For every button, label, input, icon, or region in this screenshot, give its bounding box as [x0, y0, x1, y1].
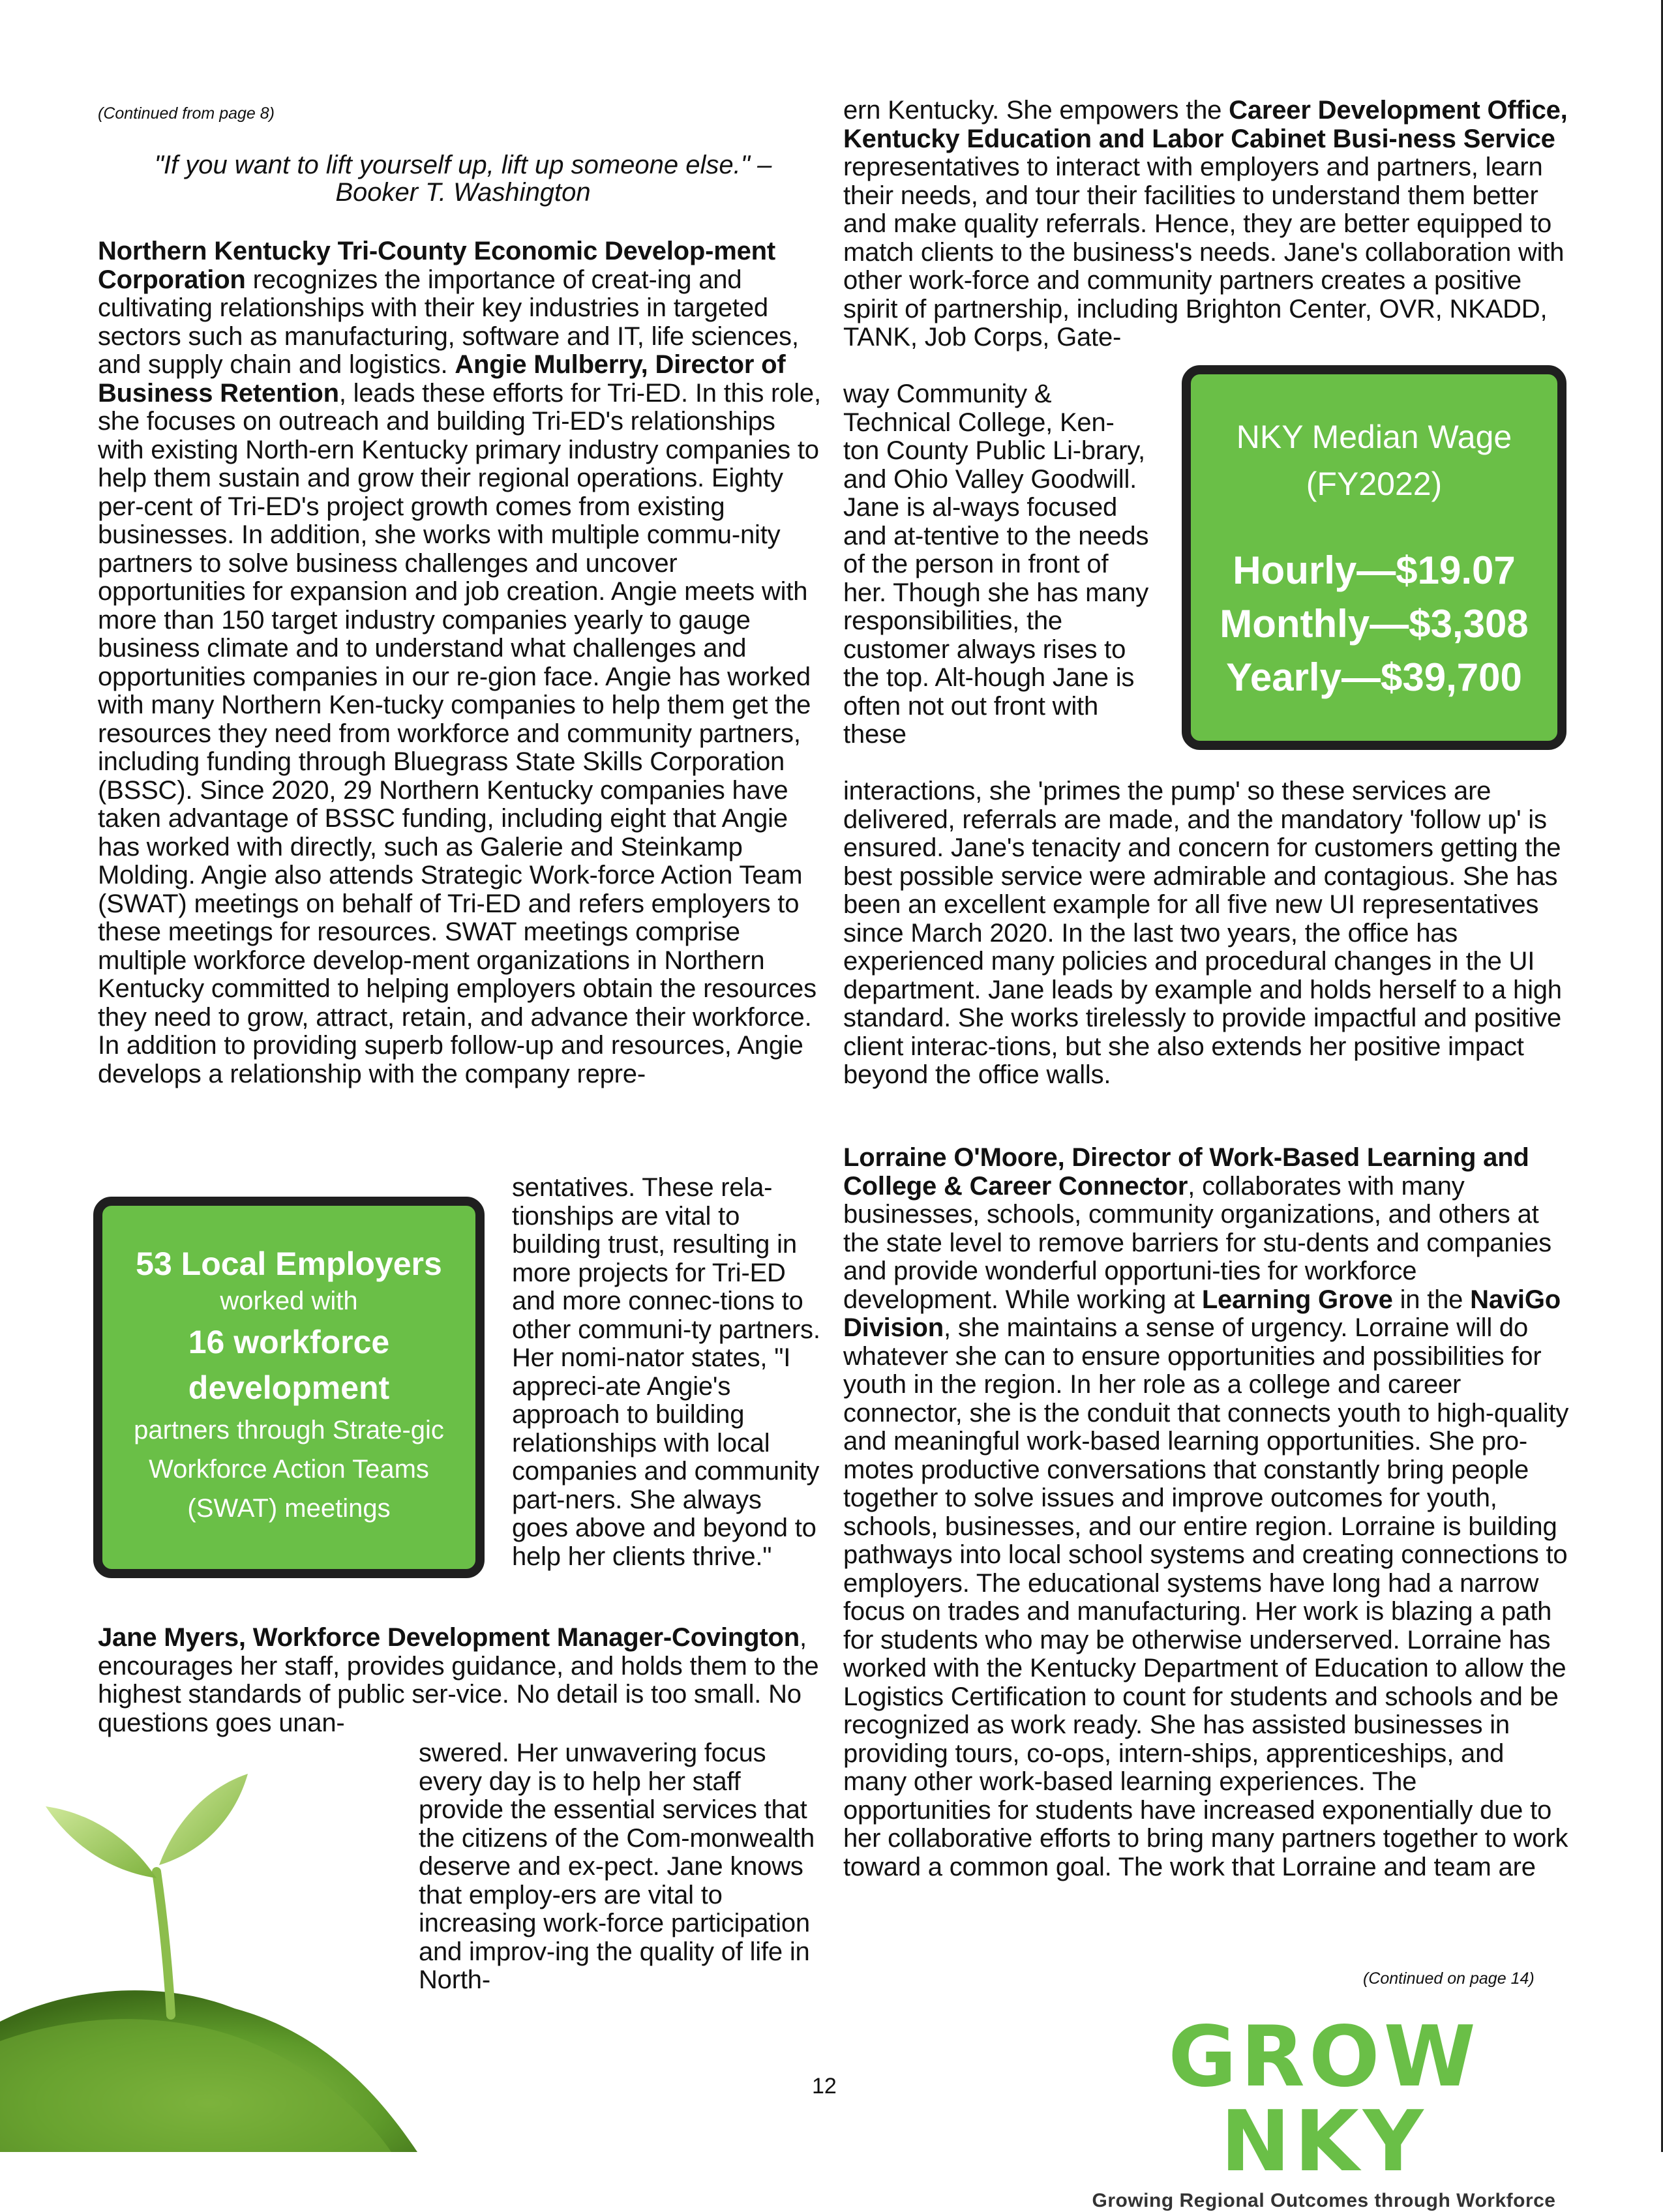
- logo-tagline: Growing Regional Outcomes through Workforce: [1092, 2190, 1556, 2211]
- jane-article-right-narrow: [843, 380, 1150, 749]
- callout-employers-count: 53 Local Employers: [136, 1246, 442, 1282]
- lorraine-text-3: , she maintains a sense of urgency. Lorraine will do whatever she can to ensure opportunities and possibilities for youth in the region. In her role as a college and career connector, she is the conduit that connects youth to high-quality and meaningful work-based learning opportunities. She pro-motes productive conversations that constantly bring people together to solve issues and improve outcomes for youth, schools, businesses, and our entire region. Lorraine is building pathways into local school systems and creating connections to employers. The educational systems have long had a narrow focus on trades and manufacturing. Her work is blazing a path for students who may be otherwise underserved. Lorraine has worked with the Kentucky Department of Education to allow the Logistics Certification to count for students and schools and be recognized as work ready. She has assisted businesses in providing tours, co-ops, intern-ships, apprenticeships, and many other work-based learning experiences. The opportunities for students have increased exponentially due to her collaborative efforts to bring many partners together to work toward a common goal. The work that Lorraine and team are: [843, 1313, 1569, 1881]
- jane-article-right-wide: [843, 777, 1570, 1090]
- lorraine-text-1: , collaborates with many businesses, schools, community organizations, and others at the state level to remove barriers for stu-dents and companies and provide wonderful opportuni-ties for workforce development. While working at: [843, 1171, 1551, 1314]
- angie-article-continued: [512, 1174, 822, 1571]
- pull-quote: [98, 151, 828, 206]
- jane-right-text-3: way Community & Technical College, Ken-ton County Public Li-brary, and Ohio Valley Goodwill. Jane is al-ways focused and at-tentive to the needs of the person in front of her. Though she has many responsibilities, the customer always rises to the top. Alt-hough Jane is often not out front with these: [843, 380, 1149, 749]
- lorraine-article: [843, 1144, 1570, 1881]
- jane-name: Jane Myers, Workforce Development Manager-Covington: [98, 1623, 800, 1652]
- angie-article: [98, 237, 822, 1088]
- median-wage-callout: [1182, 365, 1566, 750]
- jane-right-text-2: representatives to interact with employers and partners, learn their needs, and tour their facilities to understand them better and make quality referrals. Hence, they are better equipped to match clients to the business's needs. Jane's collaboration with other work-force and community partners creates a positive spirit of partnership, including Brighton Center, OVR, NKADD, TANK, Job Corps, Gate-: [843, 153, 1565, 351]
- callout-partners-count: 16 workforce development: [188, 1324, 390, 1406]
- wage-fiscal-year: (FY2022): [1306, 466, 1443, 502]
- career-dev-office-name: Career Development Office, Kentucky Education and Labor Cabinet Busi-ness Service: [843, 96, 1568, 153]
- navigo-division-name: NaviGo Division: [843, 1285, 1561, 1342]
- lorraine-name: Lorraine O'Moore, Director of Work-Based Learning and College & Career Connector: [843, 1143, 1529, 1201]
- jane-text-2: swered. Her unwavering focus every day is to help her staff provide the essential services that the citizens of the Com-monwealth deserve and ex-pect. Jane knows that employ-ers are vital to increasing work-force participation and improv-ing the quality of life in North-: [419, 1739, 815, 1994]
- wage-yearly: Yearly—$39,700: [1226, 655, 1522, 699]
- quote-attribution: Booker T. Washington: [335, 178, 591, 207]
- continued-on-note: (Continued on page 14): [1363, 1969, 1535, 1988]
- jane-right-text-4: interactions, she 'primes the pump' so these services are delivered, referrals are made, and the mandatory 'follow up' is ensured. Jane's tenacity and concern for customers getting the best possible service were admirable and contagious. She has been an excellent example for all five new UI representatives since March 2020. In the last two years, the office has experienced many policies and procedural changes in the UI department. Jane leads by example and holds herself to a high standard. She works tirelessly to provide impactful and positive client interac-tions, but she also extends her positive impact beyond the office walls.: [843, 777, 1562, 1089]
- swat-employers-callout: [93, 1197, 485, 1578]
- jane-text-1: , encourages her staff, provides guidance, and holds them to the highest standards of public ser-vice. No detail is too small. No questions goes unan-: [98, 1623, 819, 1737]
- angie-name: Angie Mulberry, Director of Business Retention: [98, 350, 786, 408]
- continued-from-note: (Continued from page 8): [98, 104, 275, 123]
- jane-right-text-1: ern Kentucky. She empowers the: [843, 96, 1229, 125]
- seedling-moss-image: [0, 1735, 457, 2152]
- jane-article: [98, 1624, 822, 1737]
- lorraine-text-2: in the: [1392, 1285, 1471, 1314]
- callout-worked-with: worked with: [220, 1287, 358, 1315]
- jane-article-right: [843, 97, 1570, 352]
- wage-monthly: Monthly—$3,308: [1220, 602, 1529, 646]
- grow-nky-logo: [1083, 2009, 1565, 2212]
- page-number: 12: [812, 2074, 837, 2099]
- angie-text-2: , leads these efforts for Tri-ED. In this role, she focuses on outreach and building Tri-ED's relationships with existing North-ern Kentucky primary industry companies to help them sustain and grow their regional operations. Eighty per-cent of Tri-ED's project growth comes from existing businesses. In addition, she works with multiple commu-nity partners to solve business challenges and uncover opportunities for expansion and job creation. Angie meets with more than 150 target industry companies yearly to gauge business climate and to understand what challenges and opportunities companies in our re-gion face. Angie has worked with many Northern Ken-tucky companies to help them get the resources they need from workforce and community partners, including funding through Bluegrass State Skills Corporation (BSSC). Since 2020, 29 Northern Kentucky companies have taken advantage of BSSC funding, including eight that Angie has worked with directly, such as Galerie and Steinkamp Molding. Angie also attends Strategic Work-force Action Team (SWAT) meetings on behalf of Tri-ED and refers employers to these meetings for resources. SWAT meetings comprise multiple workforce develop-ment organizations in Northern Kentucky committed to helping employers obtain the resources they need to grow, attract, retain, and advance their workforce. In addition to providing superb follow-up and resources, Angie develops a relationship with the company repre-: [98, 378, 821, 1088]
- learning-grove-name: Learning Grove: [1201, 1285, 1393, 1314]
- wage-title: NKY Median Wage: [1236, 419, 1512, 455]
- quote-text: "If you want to lift yourself up, lift up someone else." –: [154, 151, 772, 179]
- logo-wordmark: GROW NKY: [1168, 2009, 1480, 2190]
- callout-swat-text: partners through Strate-gic Workforce Action Teams (SWAT) meetings: [134, 1416, 444, 1523]
- wage-hourly: Hourly—$19.07: [1233, 548, 1516, 592]
- angie-text-3: sentatives. These rela-tionships are vital to building trust, resulting in more projects for Tri-ED and more connec-tions to other communi-ty partners. Her nomi-nator states, "I appreci-ate Angie's approach to building relationships with local companies and community part-ners. She always goes above and beyond to help her clients thrive.": [512, 1173, 820, 1571]
- angie-text-1: recognizes the importance of creat-ing and cultivating relationships with their key industries in targeted sectors such as manufacturing, software and IT, life sciences, and supply chain and logistics.: [98, 265, 799, 379]
- tri-ed-org-name: Northern Kentucky Tri-County Economic Develop-ment Corporation: [98, 237, 776, 294]
- jane-article-continued: [419, 1739, 822, 1995]
